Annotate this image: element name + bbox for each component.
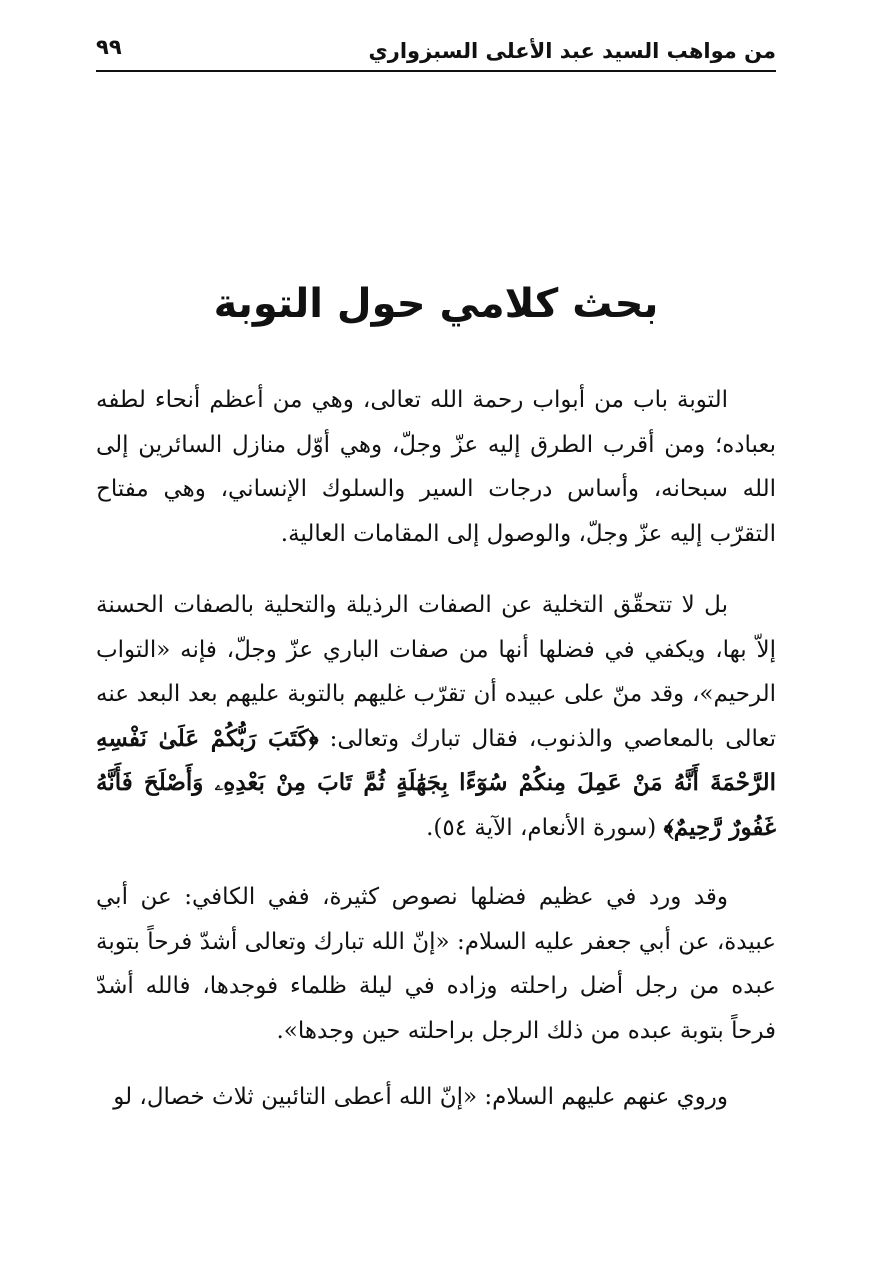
verse-reference: (سورة الأنعام، الآية ٥٤). [426, 814, 657, 841]
body-text [96, 378, 776, 1120]
page-number: ٩٩ [96, 35, 122, 59]
page-header [96, 28, 776, 72]
paragraph-2-intro: بل لا تتحقّق التخلية عن الصفات الرذيلة والتحلية بالصفات الحسنة إلاّ بها، ويكفي في فضلها أنها من صفات الباري عزّ وجلّ، فإنه «التواب الرحيم»، وقد منّ على عبيده أن تقرّب غليهم بالتوبة عليهم بعد البعد عنه تعالى بالمعاصي والذنوب، فقال تبارك وتعالى: [96, 592, 776, 752]
paragraph-3: وقد ورد في عظيم فضلها نصوص كثيرة، ففي الكافي: عن أبي عبيدة، عن أبي جعفر عليه السلام: «إنّ الله تبارك وتعالى أشدّ فرحاً بتوبة عبده من رجل أضل راحلته وزاده في ليلة ظلماء فوجدها، فالله أشدّ فرحاً بتوبة عبده من ذلك الرجل براحلته حين وجدها». [96, 884, 776, 1044]
chapter-title: بحث كلامي حول التوبة [213, 281, 659, 327]
paragraph-1: التوبة باب من أبواب رحمة الله تعالى، وهي من أعظم أنحاء لطفه بعباده؛ ومن أقرب الطرق إليه عزّ وجلّ، وهي أوّل منازل السائرين إلى الله سبحانه، وأساس درجات السير والسلوك الإنساني، وهي مفتاح التقرّب إليه عزّ وجلّ، والوصول إلى المقامات العالية. [96, 387, 776, 547]
running-title: من مواهب السيد عبد الأعلى السبزواري [368, 39, 776, 63]
paragraph-4: وروي عنهم عليهم السلام: «إنّ الله أعطى التائبين ثلاث خصال، لو [113, 1084, 728, 1110]
paragraph-2 [96, 583, 776, 850]
quran-verse: ﴿كَتَبَ رَبُّكُمْ عَلَىٰ نَفْسِهِ الرَّحْمَةَ أَنَّهُ مَنْ عَمِلَ مِنكُمْ سُوٓءًا بِجَهَٰلَةٍ ثُمَّ تَابَ مِنْ بَعْدِهِۦ وَأَصْلَحَ فَأَنَّهُ غَفُورٌ رَّحِيمٌ﴾ [96, 724, 776, 841]
